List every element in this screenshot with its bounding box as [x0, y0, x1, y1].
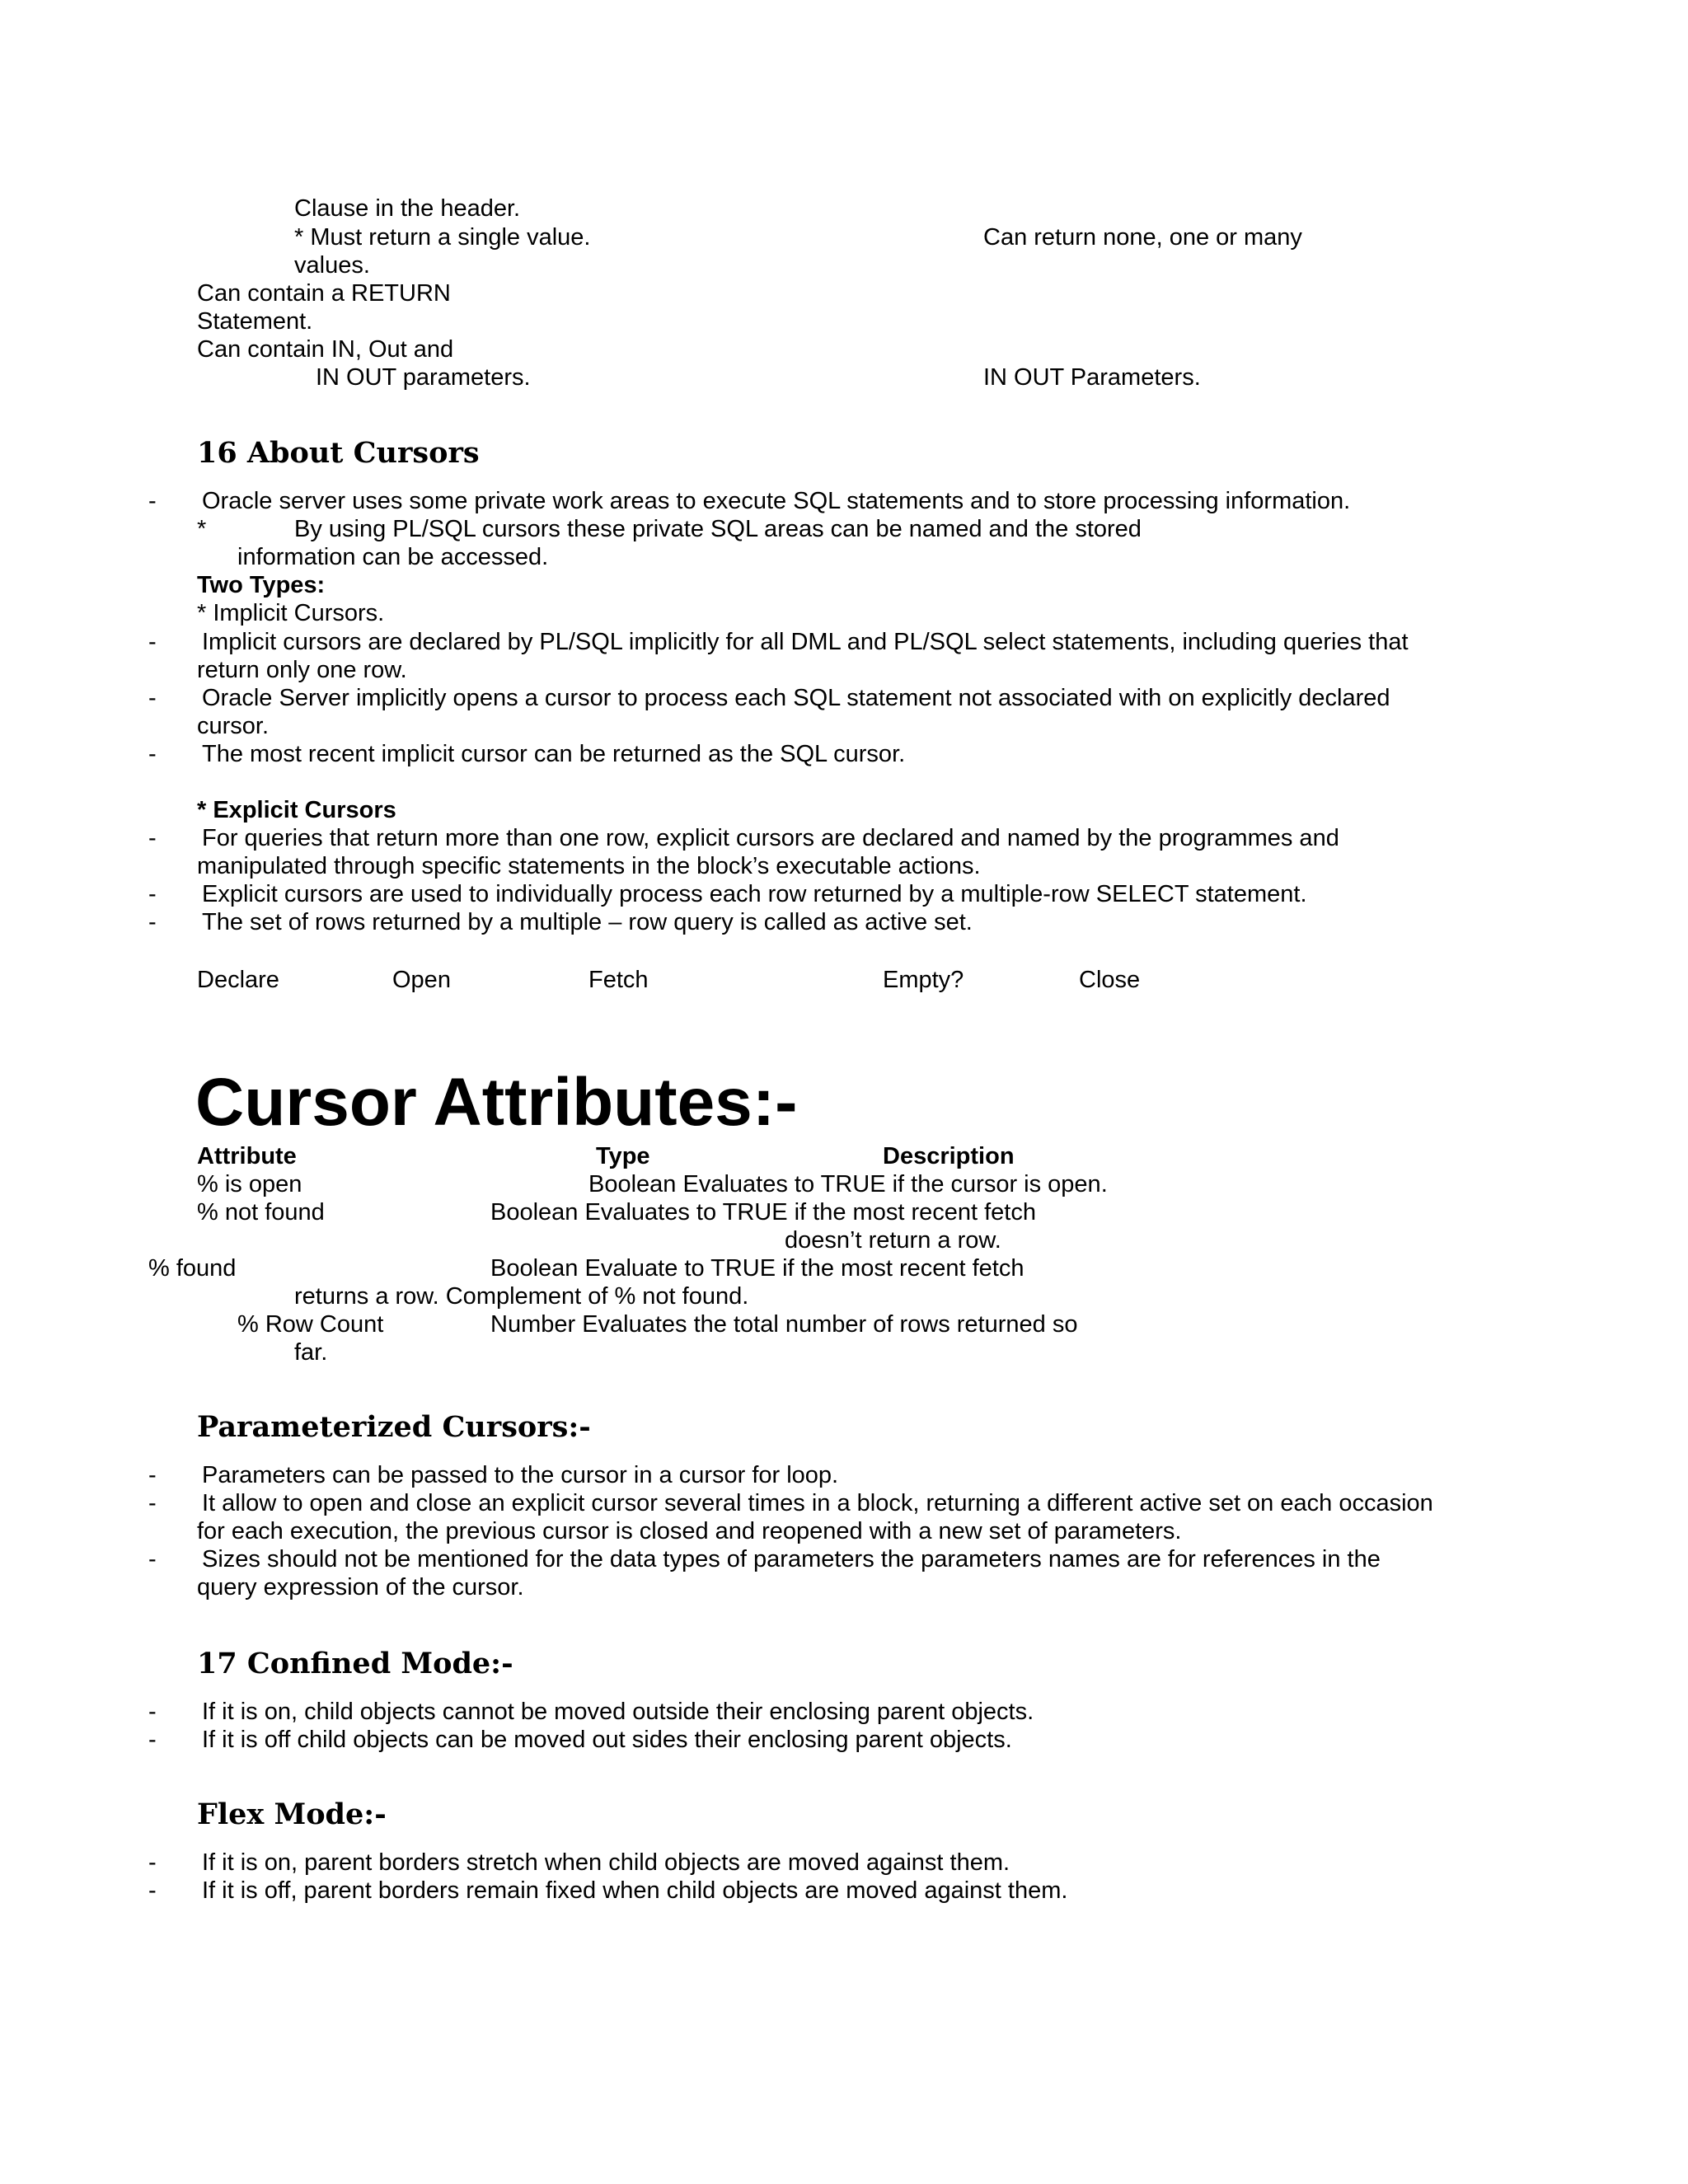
implicit-cursors-label: * Implicit Cursors. — [197, 600, 385, 626]
confined-bullet-2: If it is off child objects can be moved out sides their enclosing parent objects. — [202, 1727, 1012, 1753]
param-bullet-2a: It allow to open and close an explicit cursor several times in a block, returning a different active set on each occasion — [202, 1490, 1433, 1516]
confined-bullet-1: If it is on, child objects cannot be moved outside their enclosing parent objects. — [202, 1699, 1034, 1725]
bullet-dash: - — [148, 1877, 157, 1904]
attr-row-1-desc: Boolean Evaluates to TRUE if the cursor is open. — [588, 1171, 1108, 1197]
bullet-dash: - — [148, 1849, 157, 1876]
flow-step-close: Close — [1079, 967, 1141, 993]
top-line-2b: Can return none, one or many — [983, 224, 1302, 251]
cursors-bullet-7: The set of rows returned by a multiple – row query is called as active set. — [202, 909, 973, 935]
attr-row-4-desc-cont: far. — [294, 1339, 328, 1366]
flow-step-empty: Empty? — [883, 967, 964, 993]
flow-step-open: Open — [392, 967, 451, 993]
attr-row-2-name: % not found — [197, 1199, 325, 1226]
flow-step-declare: Declare — [197, 967, 279, 993]
top-line-5: Statement. — [197, 308, 313, 335]
flow-step-fetch: Fetch — [588, 967, 649, 993]
cursors-bullet-3a: Oracle Server implicitly opens a cursor to process each SQL statement not associated with on explicitly declared — [202, 685, 1390, 711]
attr-row-4-desc: Number Evaluates the total number of rows returned so — [490, 1311, 1078, 1338]
top-line-4: Can contain a RETURN — [197, 280, 451, 307]
bullet-dash: - — [148, 1490, 157, 1516]
param-bullet-2b: for each execution, the previous cursor is closed and reopened with a new set of parameters. — [197, 1518, 1182, 1544]
bullet-dash: - — [148, 488, 157, 514]
heading-confined-mode: 17 Confined Mode:- — [197, 1647, 513, 1680]
top-line-3: values. — [294, 252, 370, 279]
param-bullet-3b: query expression of the cursor. — [197, 1574, 524, 1601]
attr-row-2-desc: Boolean Evaluates to TRUE if the most recent fetch — [490, 1199, 1036, 1226]
top-line-1: Clause in the header. — [294, 195, 521, 222]
heading-parameterized-cursors: Parameterized Cursors:- — [197, 1410, 591, 1444]
heading-about-cursors: 16 About Cursors — [197, 436, 480, 470]
cursors-bullet-5b: manipulated through specific statements in the block’s executable actions. — [197, 853, 981, 879]
top-line-6: Can contain IN, Out and — [197, 336, 454, 363]
cursors-bullet-2a: Implicit cursors are declared by PL/SQL implicitly for all DML and PL/SQL select statements, including queries that — [202, 629, 1409, 655]
heading-flex-mode: Flex Mode:- — [197, 1797, 387, 1831]
bullet-star: * — [197, 516, 207, 542]
bullet-dash: - — [148, 825, 157, 851]
flex-bullet-2: If it is off, parent borders remain fixed when child objects are moved against them. — [202, 1877, 1068, 1904]
attr-row-3-desc-cont: returns a row. Complement of % not found. — [294, 1283, 749, 1310]
cursors-bullet-6: Explicit cursors are used to individually process each row returned by a multiple-row SELECT statement. — [202, 881, 1307, 907]
column-header-attribute: Attribute — [197, 1143, 297, 1169]
cursors-sub-1b: information can be accessed. — [237, 544, 549, 570]
bullet-dash: - — [148, 909, 157, 935]
param-bullet-1: Parameters can be passed to the cursor in a cursor for loop. — [202, 1462, 839, 1488]
attr-row-3-desc: Boolean Evaluate to TRUE if the most recent fetch — [490, 1255, 1025, 1282]
explicit-cursors-label: * Explicit Cursors — [197, 797, 396, 823]
attr-row-3-name: % found — [148, 1255, 237, 1282]
cursors-sub-1a: By using PL/SQL cursors these private SQL areas can be named and the stored — [294, 516, 1142, 542]
cursors-bullet-2b: return only one row. — [197, 657, 407, 683]
bullet-dash: - — [148, 1546, 157, 1572]
bullet-dash: - — [148, 741, 157, 767]
heading-cursor-attributes: Cursor Attributes:- — [195, 1065, 798, 1140]
bullet-dash: - — [148, 1699, 157, 1725]
param-bullet-3a: Sizes should not be mentioned for the data types of parameters the parameters names are for references in the — [202, 1546, 1381, 1572]
bullet-dash: - — [148, 881, 157, 907]
top-line-7a: IN OUT parameters. — [316, 364, 531, 391]
two-types-label: Two Types: — [197, 572, 326, 598]
top-line-7b: IN OUT Parameters. — [983, 364, 1201, 391]
cursors-bullet-1: Oracle server uses some private work areas to execute SQL statements and to store processing information. — [202, 488, 1351, 514]
cursors-bullet-3b: cursor. — [197, 713, 270, 739]
bullet-dash: - — [148, 629, 157, 655]
column-header-description: Description — [883, 1143, 1015, 1169]
attr-row-4-name: % Row Count — [237, 1311, 384, 1338]
bullet-dash: - — [148, 685, 157, 711]
cursors-bullet-5a: For queries that return more than one row, explicit cursors are declared and named by the programmes and — [202, 825, 1339, 851]
attr-row-1-name: % is open — [197, 1171, 302, 1197]
attr-row-2-desc-cont: doesn’t return a row. — [785, 1227, 1001, 1254]
cursors-bullet-4: The most recent implicit cursor can be returned as the SQL cursor. — [202, 741, 906, 767]
column-header-type: Type — [596, 1143, 650, 1169]
bullet-dash: - — [148, 1462, 157, 1488]
bullet-dash: - — [148, 1727, 157, 1753]
flex-bullet-1: If it is on, parent borders stretch when child objects are moved against them. — [202, 1849, 1010, 1876]
top-line-2a: * Must return a single value. — [294, 224, 591, 251]
